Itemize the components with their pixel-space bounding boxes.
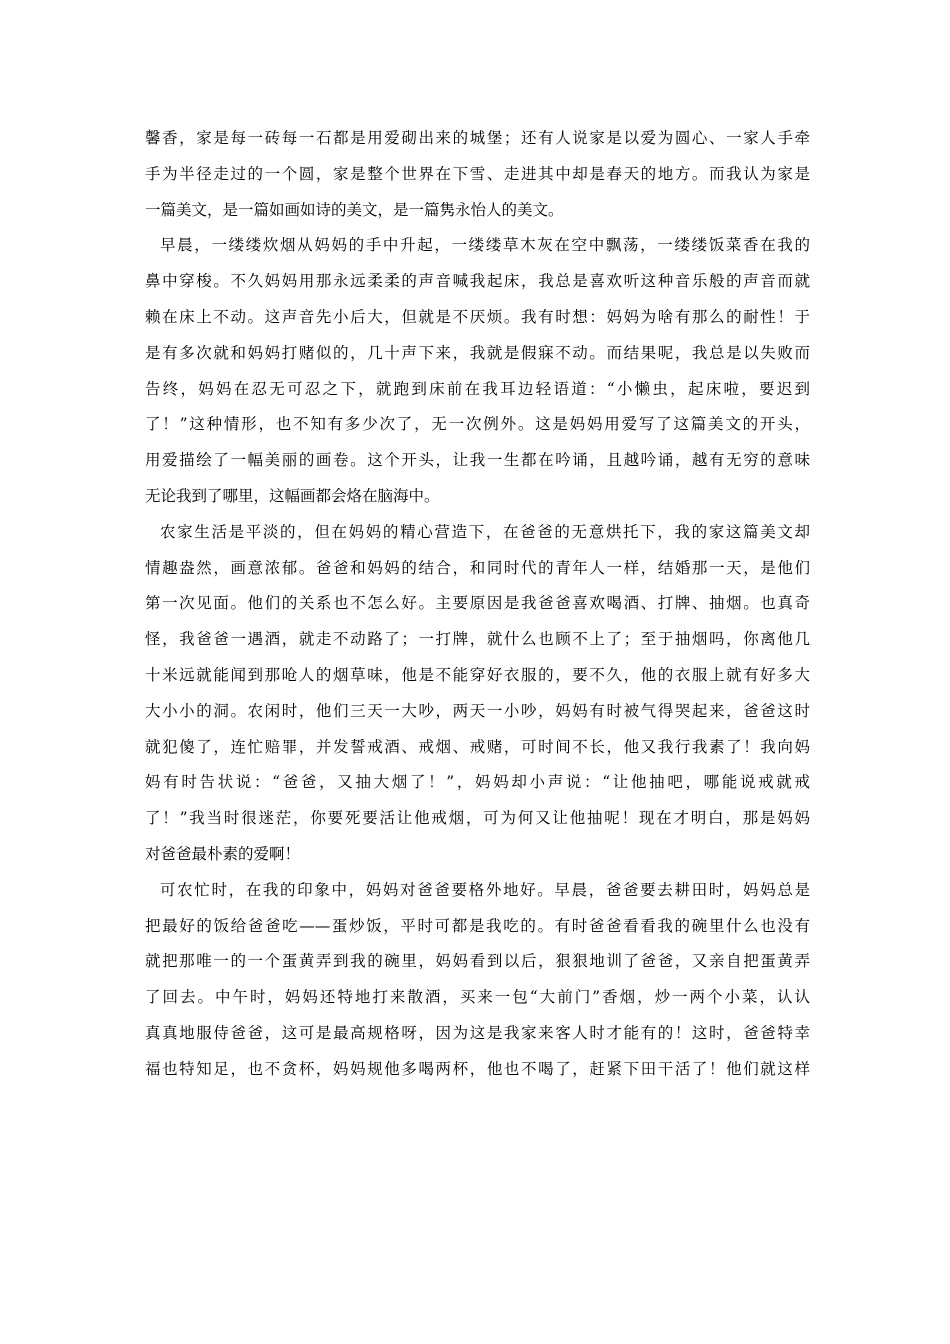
text-line: 情趣盎然，画意浓郁。爸爸和妈妈的结合，和同时代的青年人一样，结婚那一天，是他们 [145, 558, 810, 577]
text-line: 对爸爸最朴素的爱啊！ [145, 845, 301, 863]
text-line: 用爱描绘了一幅美丽的画卷。这个开头，让我一生都在吟诵，且越吟诵，越有无穷的意味 [145, 451, 810, 470]
text-line: 真真地服侍爸爸，这可是最高规格呀，因为这是我家来客人时才能有的！这时，爸爸特幸 [145, 1024, 810, 1042]
text-line: 早晨，一缕缕炊烟从妈妈的手中升起，一缕缕草木灰在空中飘荡，一缕缕饭菜香在我的 [160, 236, 810, 255]
text-line: 馨香，家是每一砖每一石都是用爱砌出来的城堡；还有人说家是以爱为圆心、一家人手牵 [145, 129, 810, 147]
text-line: 农家生活是平淡的，但在妈妈的精心营造下，在爸爸的无意烘托下，我的家这篇美文却 [160, 522, 810, 541]
text-line: 大小小的洞。农闲时，他们三天一大吵，两天一小吵，妈妈有时被气得哭起来，爸爸这时 [145, 701, 810, 720]
text-line: 一篇美文，是一篇如画如诗的美文，是一篇隽永怡人的美文。 [145, 200, 564, 219]
text-line: 赖在床上不动。这声音先小后大，但就是不厌烦。我有时想：妈妈为啥有那么的耐性！于 [145, 308, 810, 326]
text-line: 怪，我爸爸一遇酒，就走不动路了；一打牌，就什么也顾不上了；至于抽烟吗，你离他几 [145, 630, 810, 649]
text-line: 福也特知足，也不贪杯，妈妈规他多喝两杯，他也不喝了，赶紧下田干活了！他们就这样 [145, 1059, 810, 1078]
text-line: 告终，妈妈在忍无可忍之下，就跑到床前在我耳边轻语道：“小懒虫，起床啦，要迟到 [145, 379, 810, 398]
text-line: 可农忙时，在我的印象中，妈妈对爸爸要格外地好。早晨，爸爸要去耕田时，妈妈总是 [160, 880, 810, 899]
text-line: 了！”这种情形，也不知有多少次了，无一次例外。这是妈妈用爱写了这篇美文的开头， [145, 415, 810, 434]
text-line: 第一次见面。他们的关系也不怎么好。主要原因是我爸爸喜欢喝酒、打牌、抽烟。也真奇 [145, 594, 810, 613]
text-line: 无论我到了哪里，这幅画都会烙在脑海中。 [145, 487, 440, 505]
text-line: 手为半径走过的一个圆，家是整个世界在下雪、走进其中却是春天的地方。而我认为家是 [145, 164, 810, 183]
text-line: 了！”我当时很迷茫，你要死要活让他戒烟，可为何又让他抽呢！现在才明白，那是妈妈 [145, 809, 810, 828]
text-line: 十米远就能闻到那呛人的烟草味，他是不能穿好衣服的，要不久，他的衣服上就有好多大 [145, 666, 810, 684]
text-line: 鼻中穿梭。不久妈妈用那永远柔柔的声音喊我起床，我总是喜欢听这种音乐般的声音而就 [145, 272, 810, 291]
text-line: 就犯傻了，连忙赔罪，并发誓戒酒、戒烟、戒赌，可时间不长，他又我行我素了！我向妈 [145, 737, 810, 756]
text-line: 把最好的饭给爸爸吃——蛋炒饭，平时可都是我吃的。有时爸爸看看我的碗里什么也没有 [145, 916, 810, 935]
text-line: 是有多次就和妈妈打赌似的，几十声下来，我就是假寐不动。而结果呢，我总是以失败而 [145, 343, 810, 362]
text-line: 妈有时告状说：“爸爸，又抽大烟了！”，妈妈却小声说：“让他抽吧，哪能说戒就戒 [145, 773, 810, 792]
text-line: 了回去。中午时，妈妈还特地打来散酒，买来一包“大前门”香烟，炒一两个小菜，认认 [145, 988, 810, 1007]
text-line: 就把那唯一的一个蛋黄弄到我的碗里，妈妈看到以后，狠狠地训了爸爸，又亲自把蛋黄弄 [145, 952, 810, 971]
